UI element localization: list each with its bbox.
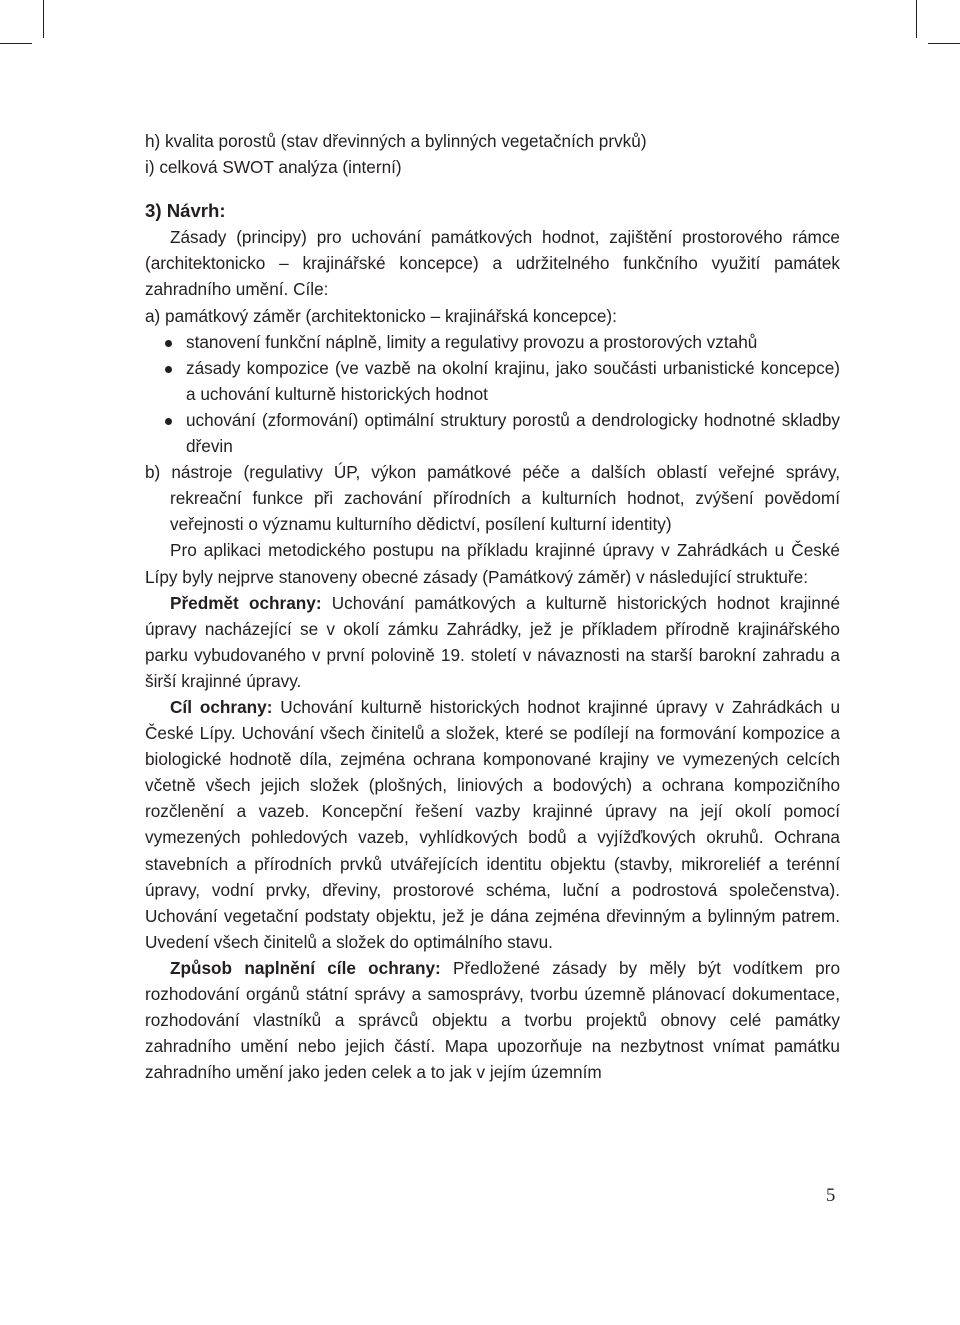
crop-mark-top-left-vertical <box>43 0 44 38</box>
bullet-text: uchování (zformování) optimální struktury porostů a dendrologicky hodnotné skladby dřevin <box>186 409 840 457</box>
paragraph-text: Uchování kulturně historických hodnot krajinné úpravy v Zahrádkách u České Lípy. Uchování všech činitelů a složek, které se podílejí na formování kompozice a biologické hodnotě díla, zejména ochrana komponované krajiny ve vymezených celcích včetně všech jejich složek (plošných, liniových a bodových) a ochrana kompozičního rozčlenění a vazeb. Koncepční řešení vazby krajinné úpravy na její okolí pomocí vymezených pohledových vazeb, vyhlídkových bodů a vyjížďkových okruhů. Ochrana stavebních a přírodních prvků utvářejících identitu objektu (stavby, mikroreliéf a terénní úpravy, vodní prvky, dřeviny, prostorové schéma, luční a podrostová společenstva). Uchování vegetační podstaty objektu, jež je dána zejména dřevinným a bylinným patrem. Uvedení všech činitelů a složek do optimálního stavu. <box>145 696 841 952</box>
list-item-a: a) památkový záměr (architektonicko – krajinářská koncepce): <box>145 305 617 326</box>
bullet-item <box>145 407 840 459</box>
section-intro: Zásady (principy) pro uchování památkových hodnot, zajištění prostorového rámce (architektonicko – krajinářské koncepce) a udržitelného funkčního využití památek zahradního umění. Cíle: <box>145 227 840 300</box>
paragraph-cil <box>145 694 840 955</box>
paragraph-application: Pro aplikaci metodického postupu na příkladu krajinné úpravy v Zahrádkách u České Lípy byly nejprve stanoveny obecné zásady (Památkový záměr) v následující struktuře: <box>145 540 840 587</box>
bullet-item <box>145 329 840 355</box>
bullet-icon <box>165 366 172 373</box>
paragraph-zpusob <box>145 955 840 1085</box>
paragraph-label: Způsob naplnění cíle ochrany: <box>170 957 441 978</box>
list-item-b: b) nástroje (regulativy ÚP, výkon památkové péče a dalších oblastí veřejné správy, rekreační funkce při zachování přírodních a kulturních hodnot, zvýšení povědomí veřejnosti o významu kulturního dědictví, posílení kulturní identity) <box>145 462 840 535</box>
crop-mark-top-right-vertical <box>916 0 917 38</box>
paragraph-predmet <box>145 590 840 694</box>
list-item-i: i) celková SWOT analýza (interní) <box>145 157 402 178</box>
page-number: 5 <box>826 1185 836 1206</box>
paragraph-label: Cíl ochrany: <box>170 696 273 717</box>
bullet-text: stanovení funkční náplně, limity a regulativy provozu a prostorových vztahů <box>186 331 758 352</box>
paragraph-text: Předložené zásady by měly být vodítkem pro rozhodování orgánů státní správy a samosprávy, tvorbu územně plánovací dokumentace, rozhodování vlastníků a správců objektu a tvorbu projektů obnovy celé památky zahradního umění nebo jejich částí. Mapa upozorňuje na nezbytnost vnímat památku zahradního umění jako jeden celek a to jak v jejím územním <box>145 957 841 1083</box>
bullet-list <box>145 329 840 459</box>
crop-mark-top-right-horizontal <box>928 43 960 44</box>
paragraph-label: Předmět ochrany: <box>170 592 322 613</box>
crop-mark-top-left-horizontal <box>0 43 32 44</box>
list-item-h: h) kvalita porostů (stav dřevinných a bylinných vegetačních prvků) <box>145 131 647 151</box>
bullet-item <box>145 355 840 407</box>
bullet-text: zásady kompozice (ve vazbě na okolní krajinu, jako součásti urbanistické koncepce) a uchování kulturně historických hodnot <box>186 357 840 404</box>
bullet-icon <box>165 340 172 347</box>
bullet-icon <box>165 418 172 425</box>
page-body <box>145 128 840 1085</box>
section-heading: 3) Návrh: <box>145 200 226 222</box>
paragraph-text: Uchování památkových a kulturně historických hodnot krajinné úpravy nacházející se v okolí zámku Zahrádky, jež je příkladem přírodně krajinářského parku vybudovaného v první polovině 19. století v návaznosti na starší barokní zahradu a širší krajinné úpravy. <box>145 592 841 691</box>
